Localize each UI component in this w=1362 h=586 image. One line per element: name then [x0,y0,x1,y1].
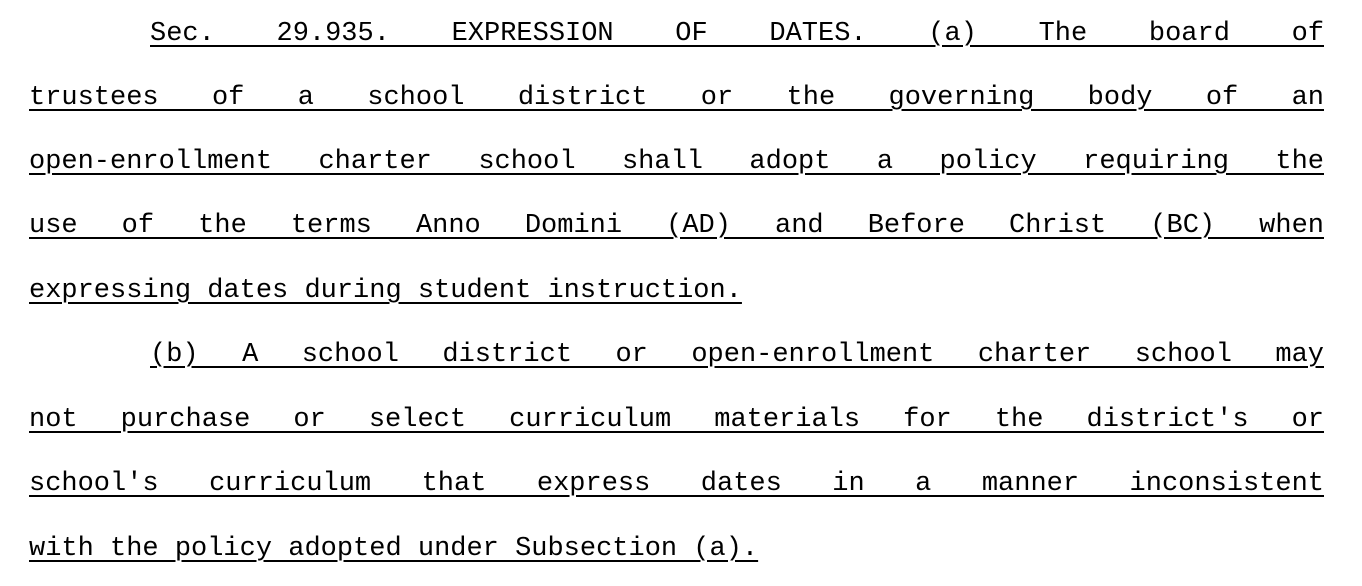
section-b-line-1: (b) A school district or open-enrollment charter school may [150,340,1324,370]
section-a-line-3: open-enrollment charter school shall adopt a policy requiring the [29,147,1324,177]
section-b-line-3: school's curriculum that express dates in a manner inconsistent [29,469,1324,499]
section-a-line-1: Sec. 29.935. EXPRESSION OF DATES. (a) The board of [150,19,1324,49]
section-a-line-2: trustees of a school district or the governing body of an [29,83,1324,113]
section-a-line-5: expressing dates during student instruction. [29,276,742,306]
section-a-line-4: use of the terms Anno Domini (AD) and Before Christ (BC) when [29,211,1324,241]
section-b-line-2: not purchase or select curriculum materials for the district's or [29,405,1324,435]
section-b-line-4: with the policy adopted under Subsection (a). [29,534,759,564]
